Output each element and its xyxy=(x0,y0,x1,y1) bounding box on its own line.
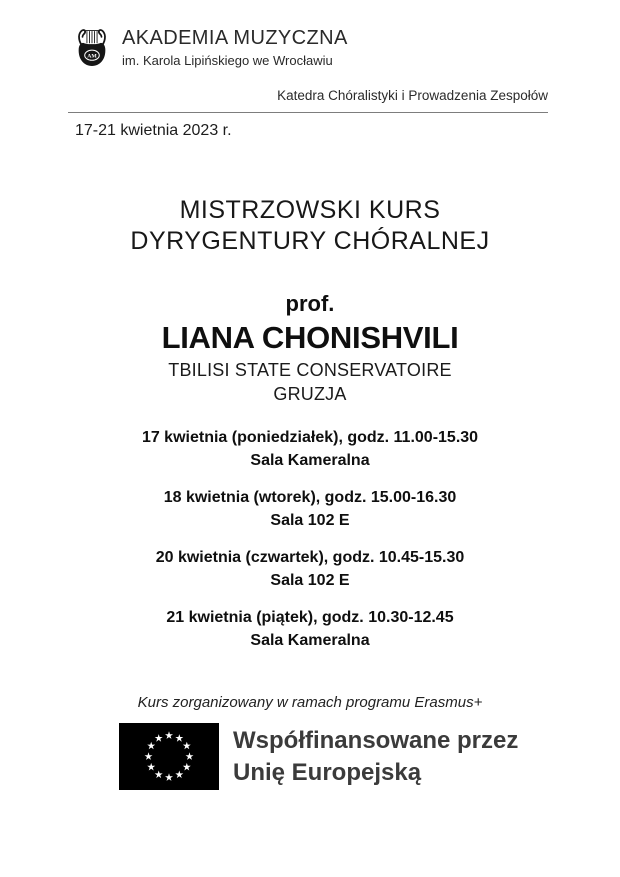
session-room: Sala 102 E xyxy=(270,571,350,589)
professor-country: GRUZJA xyxy=(273,384,347,404)
schedule xyxy=(0,427,620,652)
session-datetime: 20 kwietnia (czwartek), godz. 10.45-15.30 xyxy=(155,549,465,566)
session-datetime: 21 kwietnia (piątek), godz. 10.30-12.45 xyxy=(166,609,454,626)
professor-institution: TBILISI STATE CONSERVATOIRE xyxy=(168,360,452,380)
lyre-logo-icon xyxy=(73,22,111,72)
brand-row xyxy=(73,22,548,72)
session-room: Sala 102 E xyxy=(270,511,350,529)
session-datetime: 17 kwietnia (poniedziałek), godz. 11.00-15.30 xyxy=(141,429,479,446)
course-title-line2: DYRYGENTURY CHÓRALNEJ xyxy=(130,227,490,255)
funding-line2: Unię Europejską xyxy=(233,758,422,786)
department-name: Katedra Chóralistyki i Prowadzenia Zespołów xyxy=(277,88,548,103)
funding-text xyxy=(233,725,518,789)
session-item xyxy=(0,547,620,592)
institution-subtitle: im. Karola Lipińskiego we Wrocławiu xyxy=(122,53,333,68)
institution-name: AKADEMIA MUZYCZNA xyxy=(122,27,348,49)
eu-flag-icon xyxy=(119,723,219,790)
session-datetime: 18 kwietnia (wtorek), godz. 15.00-16.30 xyxy=(163,489,457,506)
session-room: Sala Kameralna xyxy=(250,451,370,469)
header-divider xyxy=(68,112,548,113)
session-item xyxy=(0,607,620,652)
logo-monogram: AM xyxy=(87,53,97,60)
session-item xyxy=(0,427,620,472)
session-room: Sala Kameralna xyxy=(250,631,370,649)
footer xyxy=(0,694,620,790)
brand-text xyxy=(122,22,348,68)
date-range: 17-21 kwietnia 2023 r. xyxy=(75,122,232,139)
funding-line1: Współfinansowane przez xyxy=(233,726,519,754)
professor-name: LIANA CHONISHVILI xyxy=(161,320,459,355)
course-title xyxy=(0,195,620,257)
program-note: Kurs zorganizowany w ramach programu Erasmus+ xyxy=(137,694,483,711)
course-title-line1: MISTRZOWSKI KURS xyxy=(179,196,441,224)
main-content xyxy=(0,195,620,652)
header xyxy=(0,0,620,140)
session-item xyxy=(0,487,620,532)
professor-prefix: prof. xyxy=(285,291,335,316)
funding-row xyxy=(119,723,620,790)
